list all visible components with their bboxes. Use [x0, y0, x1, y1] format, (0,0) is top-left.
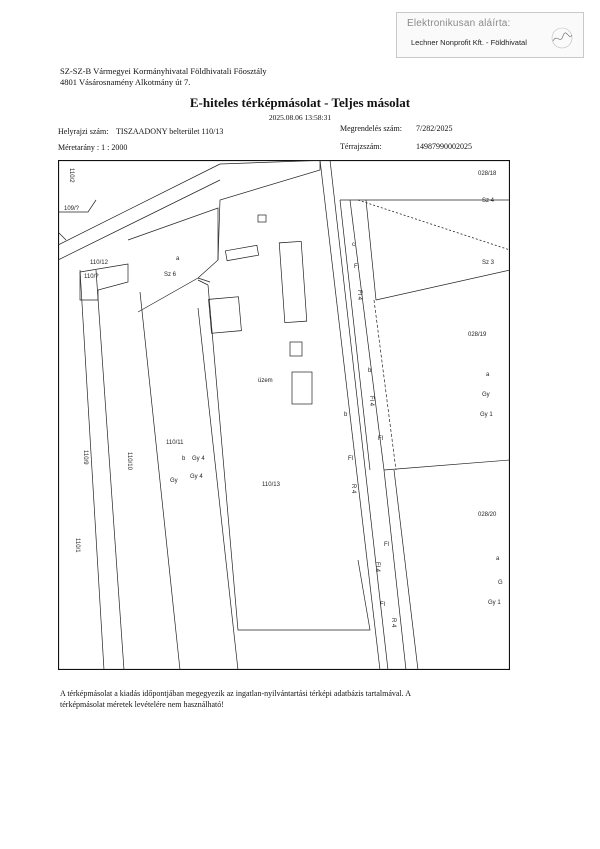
map-label: Fl 4 [368, 396, 374, 407]
map-label: 110/9 [82, 450, 88, 465]
map-label: 110/12 [90, 260, 108, 266]
map-label: Gy 1 [480, 412, 493, 418]
scale-label: Méretarány : 1 : 2000 [58, 143, 128, 152]
map-number-label: Térrajzszám: [340, 142, 382, 151]
parcel-number-value: TISZAADONY belterület 110/13 [116, 127, 224, 136]
map-label: Sz 4 [482, 198, 495, 204]
map-label: 109/? [64, 206, 80, 212]
map-label: R 4 [390, 618, 396, 628]
parcel-number-label: Helyrajzi szám: [58, 127, 109, 136]
disclaimer [60, 688, 480, 710]
office-line-2: 4801 Vásárosnamény Alkotmány út 7. [60, 77, 191, 87]
map-label: Fl [354, 264, 359, 270]
map-label: 028/20 [478, 512, 497, 518]
map-label: 110/13 [262, 482, 280, 488]
map-label: Fl 4 [374, 562, 380, 573]
map-label: Fl [380, 602, 385, 608]
office-line-1: SZ-SZ-B Vármegyei Kormányhivatal Földhivatali Főosztály [60, 66, 267, 76]
disclaimer-line-2: térképmásolat méretek levételére nem használható! [60, 700, 224, 709]
map-label: a [176, 256, 180, 262]
office-address [60, 66, 267, 88]
map-label: Sz 3 [482, 260, 495, 266]
map-label: R 4 [350, 484, 356, 494]
cadastral-map [58, 160, 510, 670]
map-label: Fl [384, 542, 389, 548]
map-label: 028/19 [468, 332, 487, 338]
map-label: Gy [482, 392, 490, 398]
map-label: Fl [378, 436, 383, 442]
stamp-title: Elektronikusan aláírta: [407, 18, 511, 29]
map-label: 110/1 [74, 538, 80, 553]
electronic-signature-stamp [396, 12, 584, 58]
timestamp: 2025.08.06 13:58:31 [268, 113, 332, 122]
map-label: b [368, 368, 372, 374]
map-label: a [496, 556, 500, 562]
map-label: 110/? [84, 274, 99, 280]
map-label: b [182, 456, 186, 462]
map-label: Gy 4 [192, 456, 205, 462]
map-label: b [344, 412, 348, 418]
map-label: c [352, 242, 355, 248]
map-label: Gy [170, 478, 178, 484]
map-label: Fl [348, 456, 353, 462]
map-label: 110/11 [166, 440, 184, 446]
map-number-value: 14987990002025 [416, 142, 472, 151]
order-number-value: 7/282/2025 [416, 124, 453, 133]
map-label: 110/10 [126, 452, 132, 470]
stamp-signer: Lechner Nonprofit Kft. - Földhivatal [411, 38, 527, 47]
document-title: E-hiteles térképmásolat - Teljes másolat [189, 95, 411, 110]
signature-icon [549, 27, 575, 49]
map-label: Sz 6 [164, 272, 177, 278]
map-label: Fl 4 [356, 290, 362, 301]
map-label: 028/18 [478, 171, 497, 177]
map-label: a [486, 372, 490, 378]
map-label: Gy 4 [190, 474, 203, 480]
map-label: Gy 1 [488, 600, 501, 606]
disclaimer-line-1: A térképmásolat a kiadás időpontjában megegyezik az ingatlan-nyilvántartási térképi adatbázis tartalmával. A [60, 689, 411, 698]
map-label: G [498, 580, 503, 586]
map-label: 110/2 [68, 168, 74, 183]
map-label: üzem [258, 378, 273, 384]
order-number-label: Megrendelés szám: [340, 124, 402, 133]
